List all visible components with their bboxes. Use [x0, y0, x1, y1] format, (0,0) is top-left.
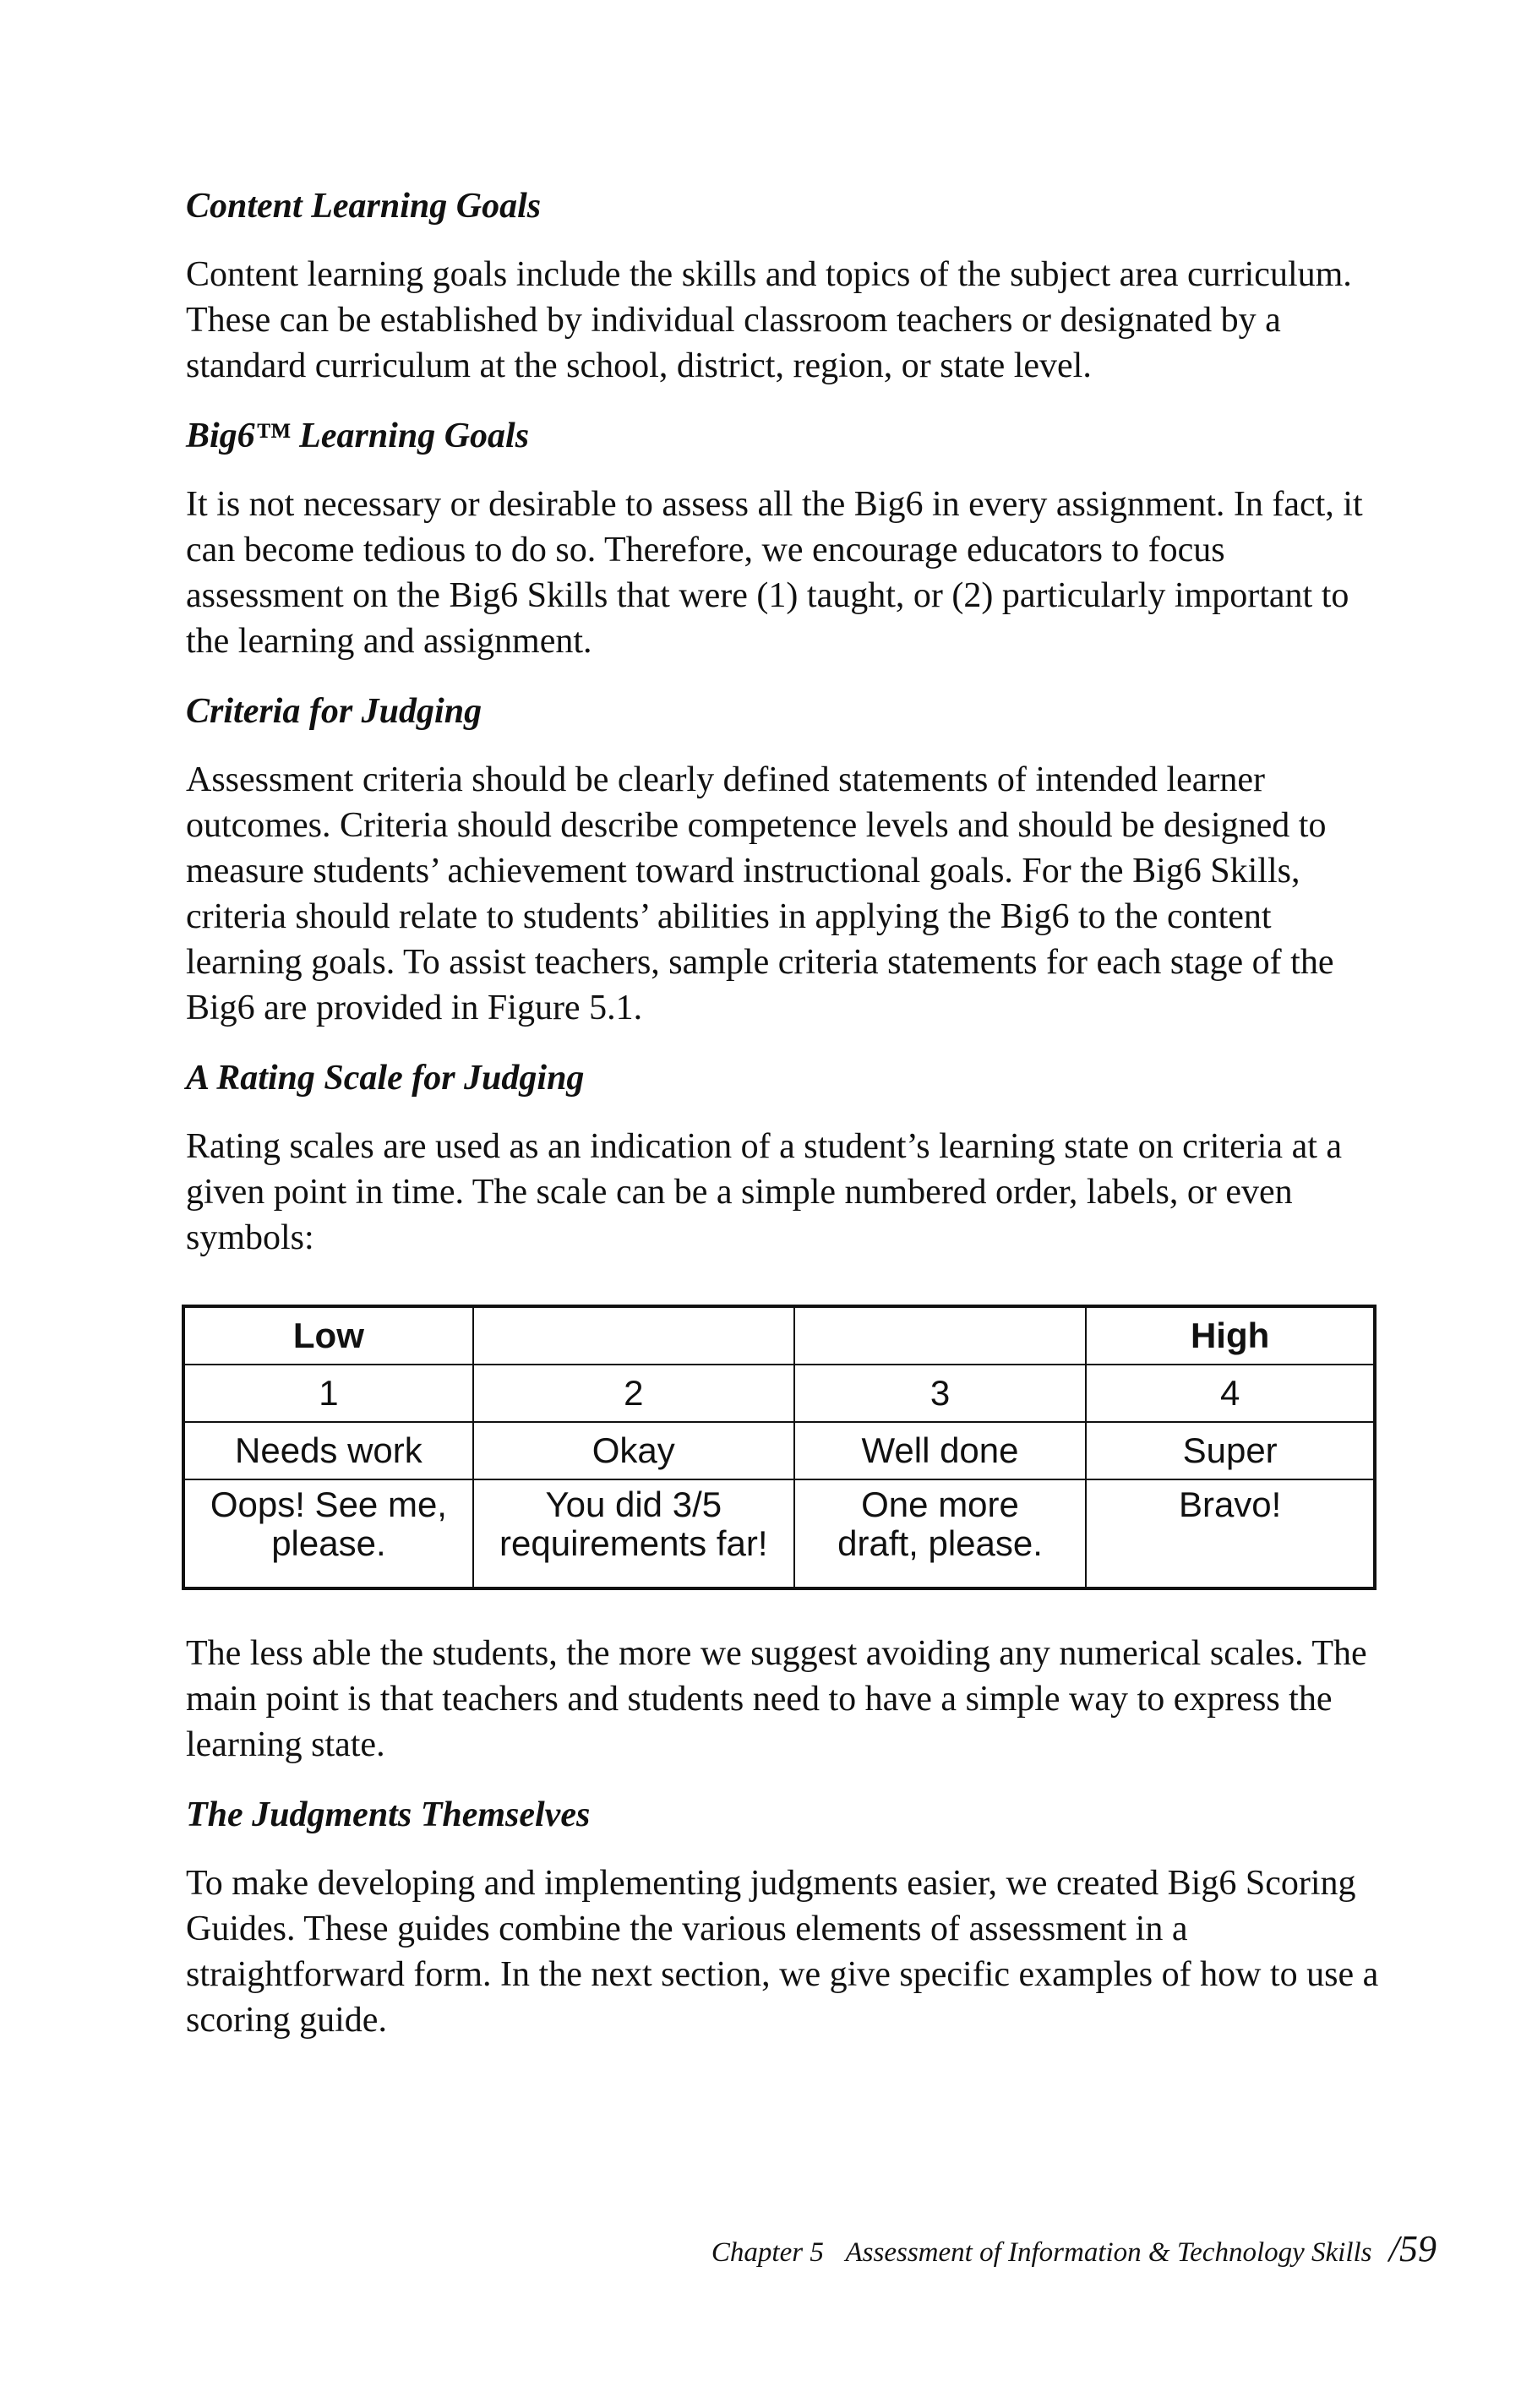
paragraph-content-learning-goals: Content learning goals include the skills and topics of the subject area curriculum. These can be established by individual classroom teachers or designated by a standard curriculum at the school, district, region, or state level.: [186, 255, 1352, 385]
paragraph-big6-learning-goals: It is not necessary or desirable to assess all the Big6 in every assignment. In fact, it can become tedious to do so. Therefore, we encourage educators to focus assessment on the Big6 Skills that were (1) taught, or (2) particularly important to the learning and assignment.: [186, 485, 1363, 661]
comment-line: requirements far!: [499, 1523, 768, 1563]
table-header-row: [183, 1306, 1375, 1365]
comment-line: please.: [271, 1523, 386, 1563]
table-cell: 3: [794, 1365, 1087, 1422]
table-cell: [183, 1479, 473, 1588]
heading-big6-learning-goals: Big6™ Learning Goals: [186, 417, 530, 455]
page-content: [186, 184, 1386, 2068]
table-cell: 1: [183, 1365, 473, 1422]
table-row-comments: [183, 1479, 1375, 1588]
heading-content-learning-goals: Content Learning Goals: [186, 187, 542, 226]
table-cell: Okay: [473, 1422, 794, 1479]
paragraph-after-table: The less able the students, the more we suggest avoiding any numerical scales. The main point is that teachers and students need to have a simple way to express the learning state.: [186, 1634, 1367, 1764]
table-cell: [794, 1479, 1087, 1588]
table-cell: Needs work: [183, 1422, 473, 1479]
heading-criteria-for-judging: Criteria for Judging: [186, 692, 482, 731]
table-cell-empty: [473, 1306, 794, 1365]
comment-line: You did 3/5: [545, 1485, 722, 1524]
comment-line: One more: [861, 1485, 1019, 1524]
page-footer: [711, 2228, 1436, 2269]
table-row-numbers: [183, 1365, 1375, 1422]
table-cell: Well done: [794, 1422, 1087, 1479]
paragraph-rating-scale: Rating scales are used as an indication of a student’s learning state on criteria at a given point in time. The scale can be a simple numbered order, labels, or even symbols:: [186, 1127, 1343, 1257]
comment-line: Oops! See me,: [210, 1485, 447, 1524]
table-cell-empty: [794, 1306, 1087, 1365]
footer-chapter: Chapter 5: [711, 2237, 824, 2268]
table-cell: [1086, 1479, 1375, 1588]
table-cell: 2: [473, 1365, 794, 1422]
rating-scale-table: [182, 1305, 1377, 1590]
comment-line: draft, please.: [837, 1523, 1043, 1563]
heading-judgments-themselves: The Judgments Themselves: [186, 1795, 591, 1834]
page-number: /59: [1388, 2228, 1436, 2269]
table-cell-low: Low: [183, 1306, 473, 1365]
paragraph-criteria-for-judging: Assessment criteria should be clearly defined statements of intended learner outcomes. Criteria should describe competence levels and should be designed to measure students’ achievement toward instructional goals. For the Big6 Skills, criteria should relate to students’ abilities in applying the Big6 to the content learning goals. To assist teachers, sample criteria statements for each stage of the Big6 are provided in Figure 5.1.: [186, 760, 1334, 1027]
heading-rating-scale: A Rating Scale for Judging: [186, 1059, 585, 1098]
paragraph-judgments-themselves: To make developing and implementing judgments easier, we created Big6 Scoring Guides. These guides combine the various elements of assessment in a straightforward form. In the next section, we give specific examples of how to use a scoring guide.: [186, 1864, 1379, 2040]
table-cell: [473, 1479, 794, 1588]
table-cell-high: High: [1086, 1306, 1375, 1365]
table-cell: Super: [1086, 1422, 1375, 1479]
comment-line: Bravo!: [1178, 1485, 1282, 1524]
footer-title: Assessment of Information & Technology Skills: [845, 2237, 1372, 2268]
table-cell: 4: [1086, 1365, 1375, 1422]
table-row-labels: [183, 1422, 1375, 1479]
